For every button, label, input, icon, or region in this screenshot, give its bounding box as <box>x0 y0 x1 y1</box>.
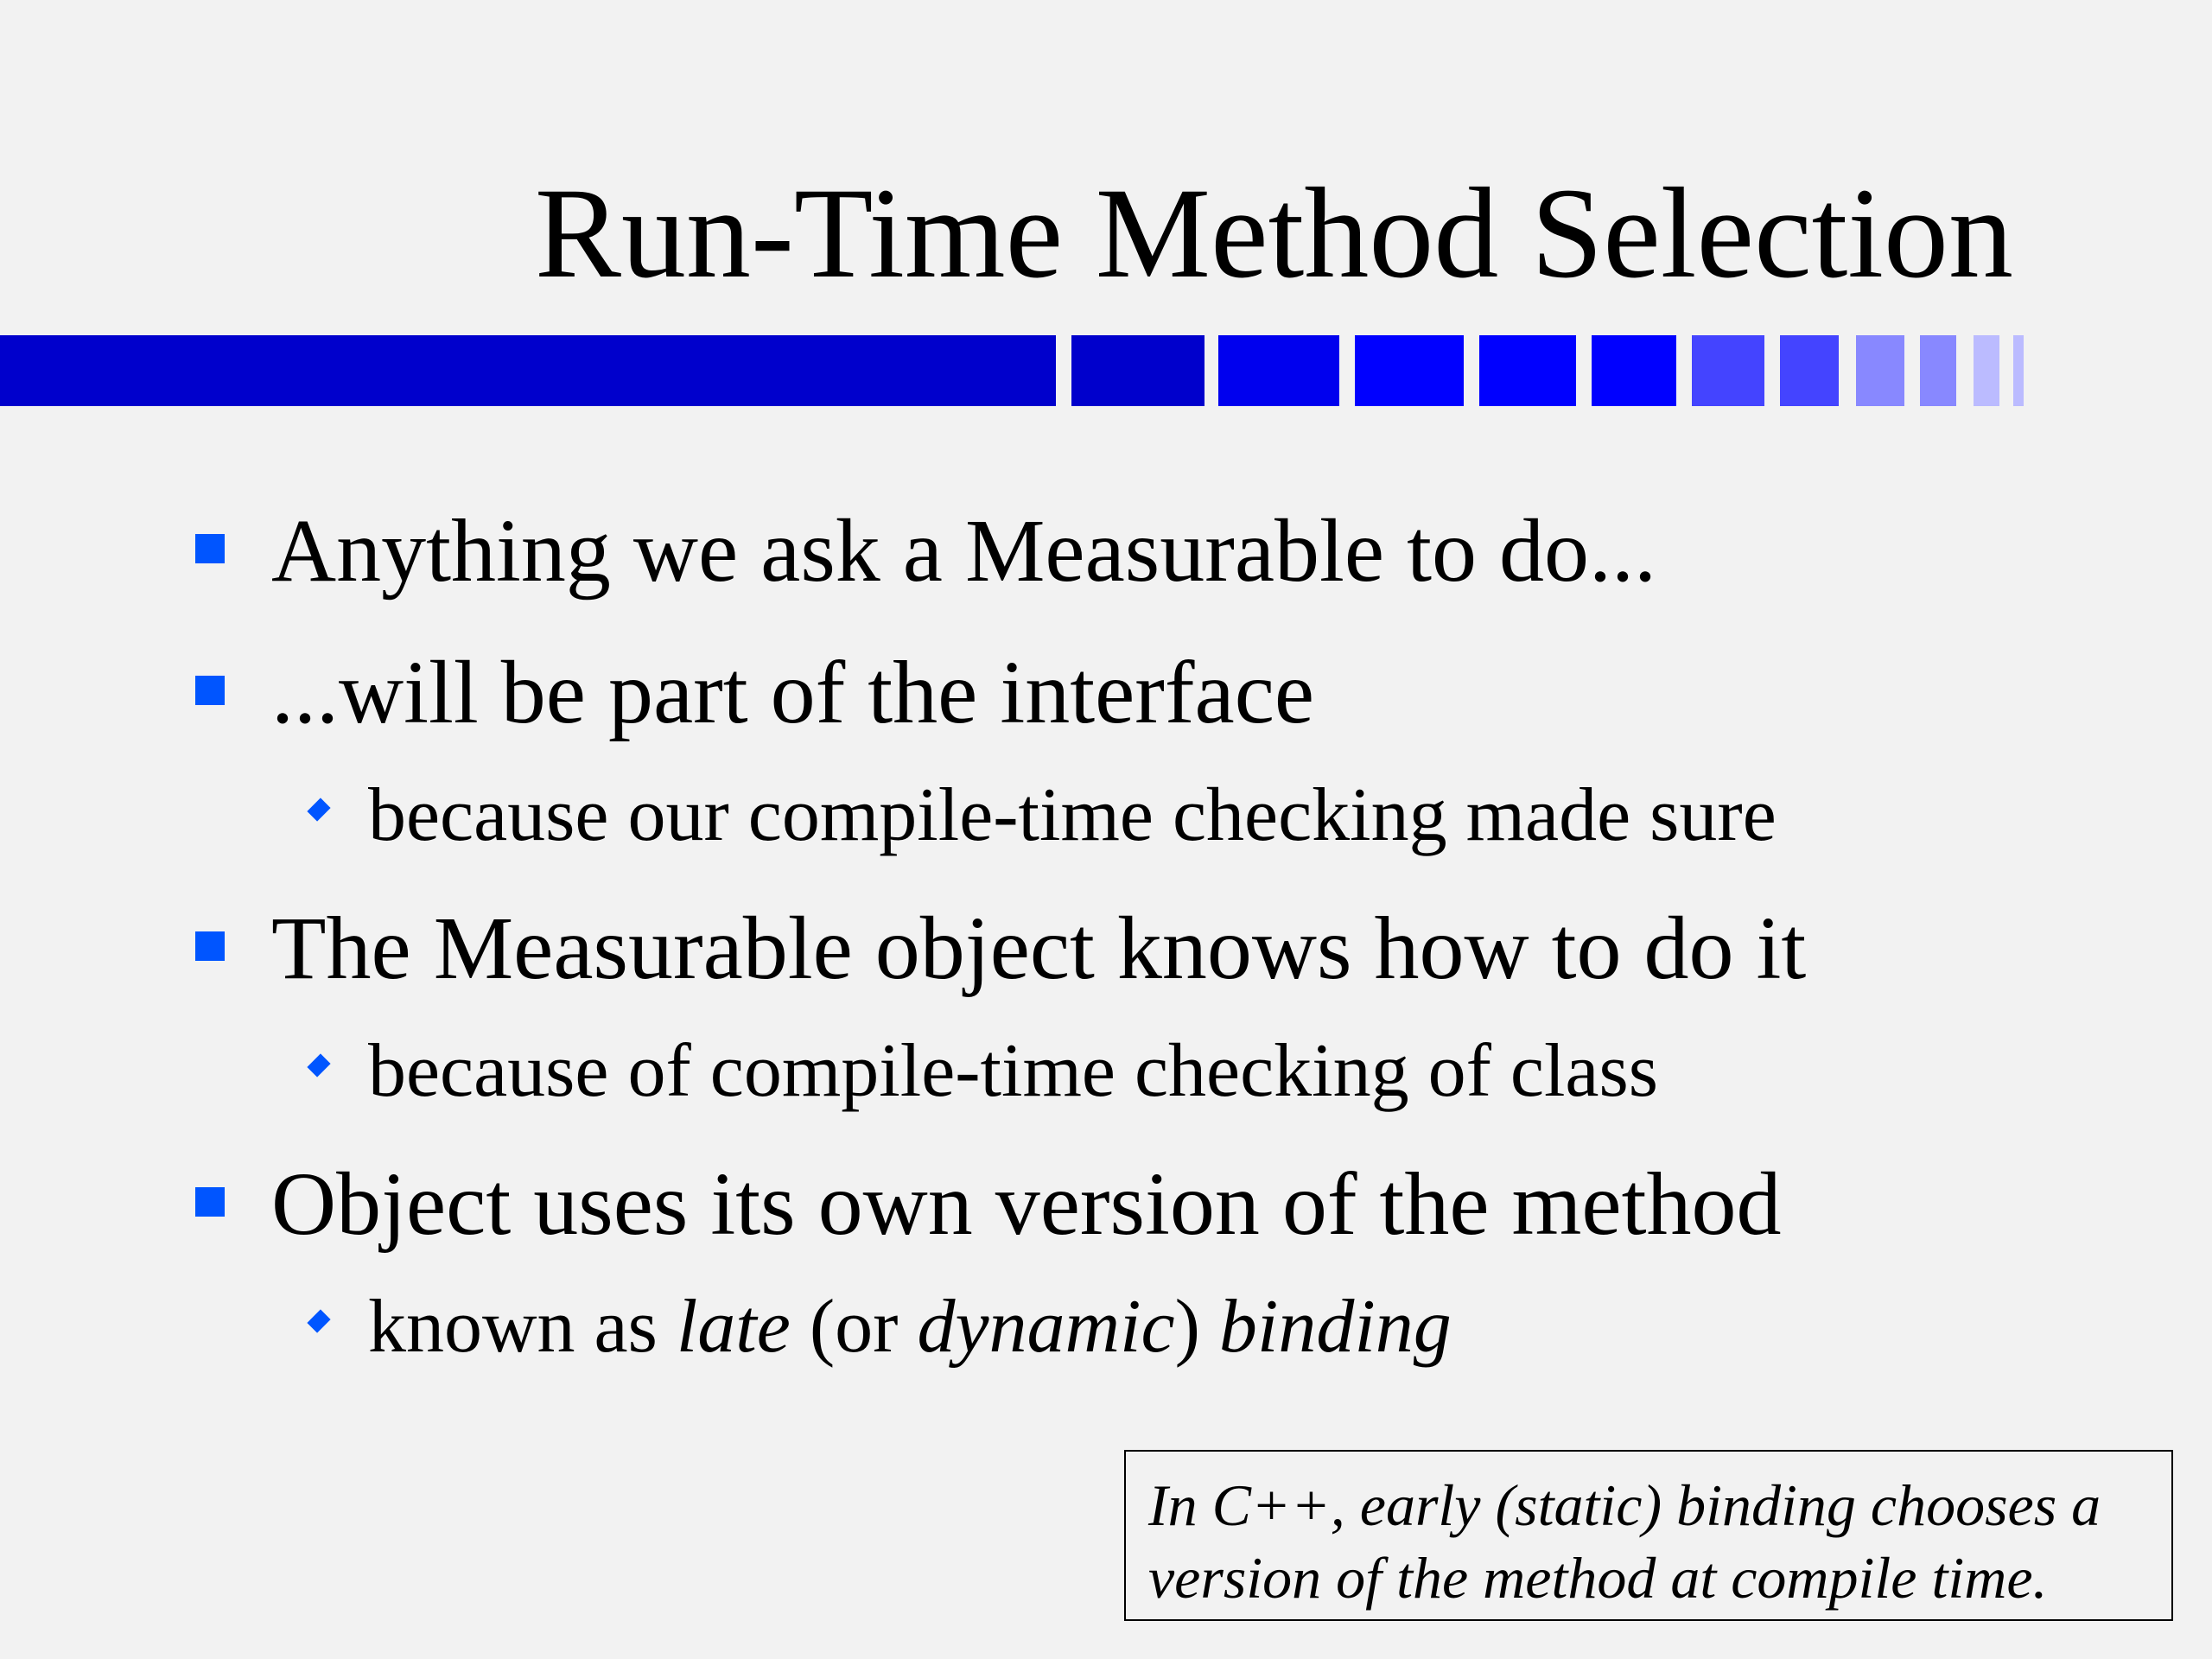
sub-bullet-item: because our compile-time checking made sure <box>368 773 1777 857</box>
sub-bullet-text: known as <box>368 1285 677 1369</box>
sub-bullet-item <box>368 1282 1452 1372</box>
emphasis-dynamic: dynamic <box>917 1285 1175 1369</box>
emphasis-late: late <box>676 1285 791 1369</box>
slide-title: Run-Time Method Selection <box>534 162 2013 305</box>
square-bullet-icon <box>195 534 225 563</box>
bullet-item: Object uses its own version of the method <box>271 1154 1782 1254</box>
note-box <box>1124 1450 2173 1621</box>
square-bullet-icon <box>195 1187 225 1217</box>
diamond-bullet-icon <box>307 1053 330 1077</box>
bullet-item: ...will be part of the interface <box>271 643 1315 742</box>
square-bullet-icon <box>195 676 225 705</box>
note-line: In C++, early (static) binding chooses a <box>1148 1472 2101 1538</box>
sub-bullet-text: (or <box>790 1285 918 1369</box>
bullet-item: Anything we ask a Measurable to do... <box>271 501 1656 601</box>
diamond-bullet-icon <box>307 798 330 821</box>
square-bullet-icon <box>195 931 225 961</box>
sub-bullet-item: because of compile-time checking of class <box>368 1029 1658 1113</box>
sub-bullet-text: ) <box>1174 1285 1219 1369</box>
diamond-bullet-icon <box>307 1309 330 1332</box>
note-line: version of the method at compile time. <box>1148 1545 2048 1611</box>
bullet-item: The Measurable object knows how to do it <box>271 899 1807 998</box>
emphasis-binding: binding <box>1218 1285 1452 1369</box>
